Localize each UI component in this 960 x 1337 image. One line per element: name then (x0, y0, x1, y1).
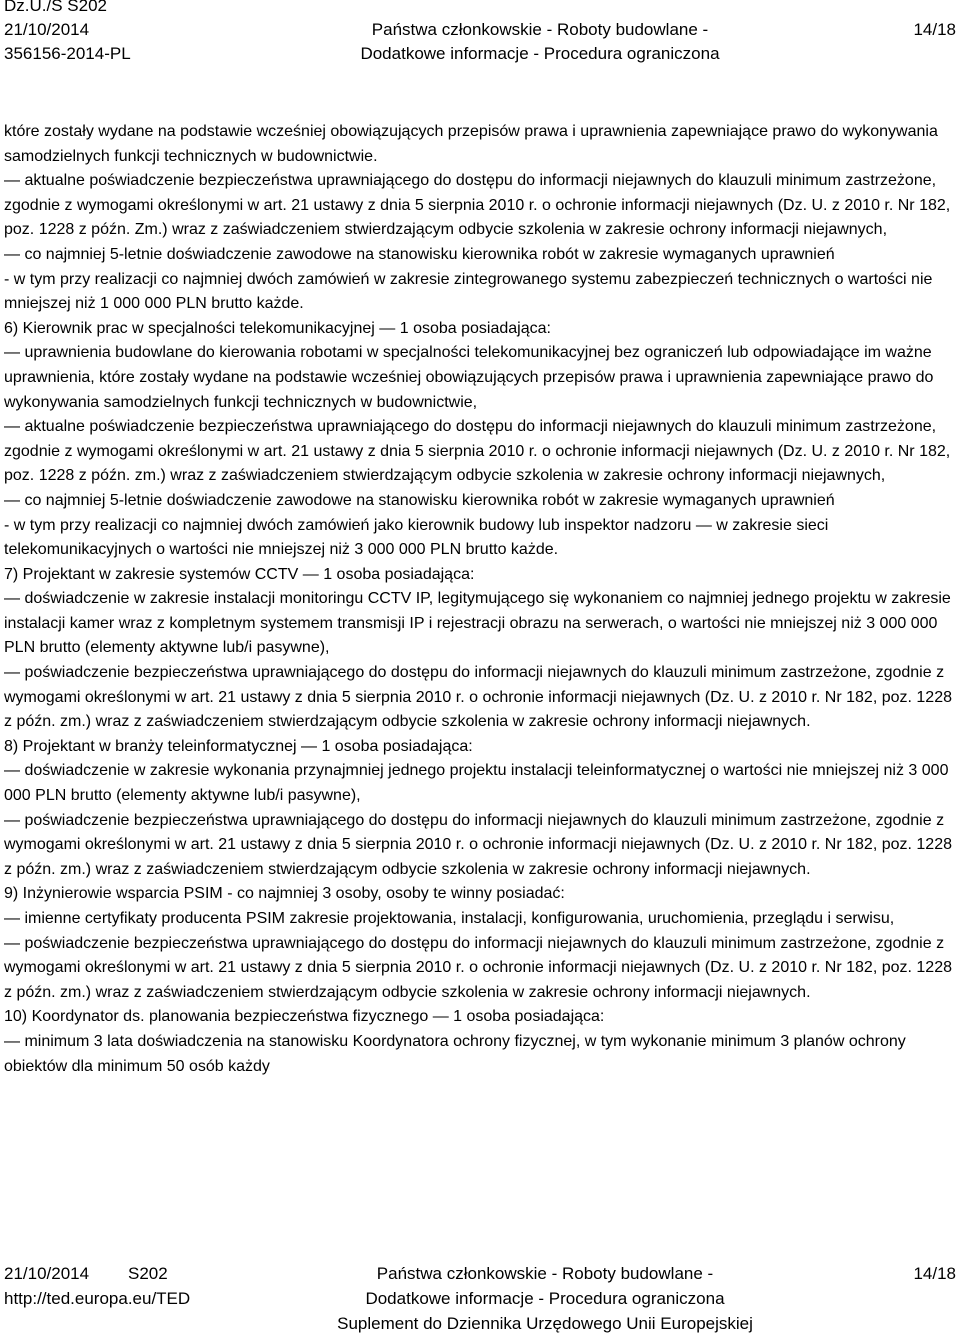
footer-title (310, 1262, 780, 1337)
paragraph: — minimum 3 lata doświadczenia na stanowisku Koordynatora ochrony fizycznej, w tym wykonanie minimum 3 planów ochrony obiektów dla minimum 50 osób każdy (4, 1032, 906, 1075)
footer-title-line3: Suplement do Dziennika Urzędowego Unii Europejskiej (337, 1314, 753, 1333)
paragraph: — aktualne poświadczenie bezpieczeństwa uprawniającego do dostępu do informacji niejawnych do klauzuli minimum zastrzeżone, zgodnie z wymogami określonymi w art. 21 ustawy z dnia 5 sierpnia 2010 r. o ochronie informacji niejawnych (Dz. U. z 2010 r. Nr 182, poz. 1228 z późn. zm.) wraz z zaświadczeniem stwierdzającym odbycie szkolenia w zakresie ochrony informacji niejawnych, (4, 418, 951, 485)
paragraph: które zostały wydane na podstawie wcześniej obowiązujących przepisów prawa i uprawnienia zapewniające prawo do wykonywania samodzielnych funkcji technicznych w budownictwie. (4, 123, 938, 165)
header-title-line1: Państwa członkowskie - Roboty budowlane - (371, 20, 709, 39)
paragraph: - w tym przy realizacji co najmniej dwóch zamówień w zakresie zintegrowanego systemu zabezpieczeń technicznych o wartości nie mniejszej niż 1 000 000 PLN brutto każde. (4, 270, 933, 313)
section-heading: 9) Inżynierowie wsparcia PSIM - co najmniej 3 osoby, osoby te winny posiadać: (4, 885, 565, 903)
section-heading: 6) Kierownik prac w specjalności telekomunikacyjnej — 1 osoba posiadająca: (4, 319, 551, 337)
doc-reference: Dz.U./S S202 (4, 0, 107, 15)
paragraph: — poświadczenie bezpieczeństwa uprawniającego do dostępu do informacji niejawnych do klauzuli minimum zastrzeżone, zgodnie z wymogami określonymi w art. 21 ustawy z dnia 5 sierpnia 2010 r. o ochronie informacji niejawnych (Dz. U. z 2010 r. Nr 182, poz. 1228 z późn. zm.) wraz z zaświadczeniem stwierdzającym odbycie szkolenia w zakresie ochrony informacji niejawnych. (4, 934, 952, 1001)
footer-page-number: 14/18 (913, 1264, 956, 1283)
paragraph: — uprawnienia budowlane do kierowania robotami w specjalności telekomunikacyjnej bez ograniczeń lub odpowiadające im ważne uprawnienia, które zostały wydane na podstawie wcześniej obowiązujących przepisów prawa i uprawnienia zapewniające prawo do wykonywania samodzielnych funkcji technicznych w budownictwie, (4, 344, 934, 411)
section-heading: 7) Projektant w zakresie systemów CCTV — 1 osoba posiadająca: (4, 565, 475, 583)
paragraph: — poświadczenie bezpieczeństwa uprawniającego do dostępu do informacji niejawnych do klauzuli minimum zastrzeżone, zgodnie z wymogami określonymi w art. 21 ustawy z dnia 5 sierpnia 2010 r. o ochronie informacji niejawnych (Dz. U. z 2010 r. Nr 182, poz. 1228 z późn. zm.) wraz z zaświadczeniem stwierdzającym odbycie szkolenia w zakresie ochrony informacji niejawnych. (4, 664, 952, 731)
header-date: 21/10/2014 (4, 20, 90, 39)
paragraph: — doświadczenie w zakresie instalacji monitoringu CCTV IP, legitymującego się wykonaniem co najmniej jednego projektu w zakresie instalacji kamer wraz z kompletnym systemem transmisji IP i rejestracji obrazu na serwerach, o wartości nie mniejszej niż 3 000 000 PLN brutto (elementy aktywne lub/i pasywne), (4, 590, 951, 657)
document-body (4, 120, 956, 1079)
header-page-number: 14/18 (913, 20, 956, 39)
paragraph: — aktualne poświadczenie bezpieczeństwa uprawniającego do dostępu do informacji niejawnych do klauzuli minimum zastrzeżone, zgodnie z wymogami określonymi w art. 21 ustawy z dnia 5 sierpnia 2010 r. o ochronie informacji niejawnych (Dz. U. z 2010 r. Nr 182, poz. 1228 z późn. Zm.) wraz z zaświadczeniem stwierdzającym odbycie szkolenia w zakresie ochrony informacji niejawnych, (4, 172, 951, 239)
paragraph: — doświadczenie w zakresie wykonania przynajmniej jednego projektu instalacji teleinformatycznej o wartości nie mniejszej niż 3 000 000 PLN brutto (elementy aktywne lub/i pasywne), (4, 762, 949, 805)
notice-number: 356156-2014-PL (4, 44, 131, 63)
paragraph: — poświadczenie bezpieczeństwa uprawniającego do dostępu do informacji niejawnych do klauzuli minimum zastrzeżone, zgodnie z wymogami określonymi w art. 21 ustawy z dnia 5 sierpnia 2010 r. o ochronie informacji niejawnych (Dz. U. z 2010 r. Nr 182, poz. 1228 z późn. zm.) wraz z zaświadczeniem stwierdzającym odbycie szkolenia w zakresie ochrony informacji niejawnych. (4, 811, 952, 878)
header-title-line2: Dodatkowe informacje - Procedura ograniczona (360, 44, 720, 63)
paragraph: — co najmniej 5-letnie doświadczenie zawodowe na stanowisku kierownika robót w zakresie wymaganych uprawnień (4, 245, 835, 263)
section-heading: 10) Koordynator ds. planowania bezpieczeństwa fizycznego — 1 osoba posiadająca: (4, 1008, 605, 1026)
paragraph: - w tym przy realizacji co najmniej dwóch zamówień jako kierownik budowy lub inspektor nadzoru — w zakresie sieci telekomunikacyjnych o wartości nie mniejszej niż 3 000 000 PLN brutto każde. (4, 516, 829, 559)
header-title (340, 19, 740, 67)
footer-series: S202 (128, 1264, 168, 1283)
header-left (4, 0, 131, 67)
paragraph: — co najmniej 5-letnie doświadczenie zawodowe na stanowisku kierownika robót w zakresie wymaganych uprawnień (4, 491, 835, 509)
footer-title-line2: Dodatkowe informacje - Procedura ograniczona (365, 1289, 725, 1308)
footer-title-line1: Państwa członkowskie - Roboty budowlane - (376, 1264, 714, 1283)
footer-date: 21/10/2014 (4, 1264, 90, 1283)
paragraph: — imienne certyfikaty producenta PSIM zakresie projektowania, instalacji, konfigurowania, uruchomienia, przeglądu i serwisu, (4, 910, 895, 927)
footer-url[interactable]: http://ted.europa.eu/TED (4, 1289, 191, 1308)
section-heading: 8) Projektant w branży teleinformatycznej — 1 osoba posiadająca: (4, 737, 473, 755)
